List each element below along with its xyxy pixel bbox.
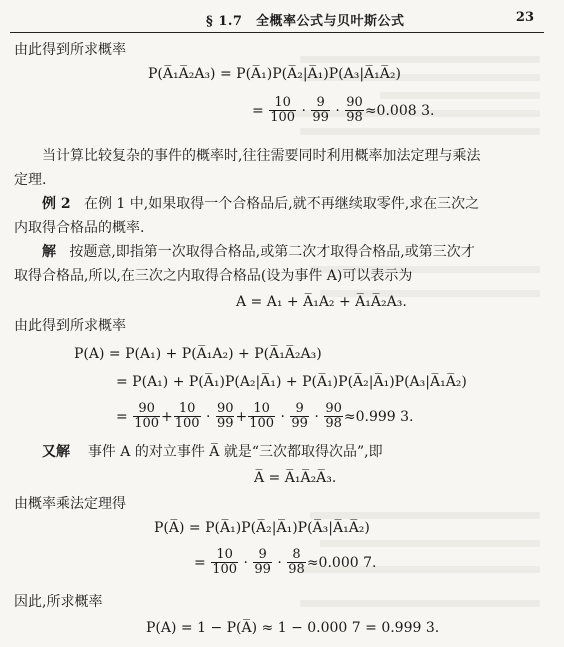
equation-1-line1: P(A̅₁A̅₂A₃) = P(A̅₁)P(A̅₂|A̅₁)P(A₃|A̅₁A̅₂) xyxy=(148,66,401,82)
fraction: $\frac{10}{100}$ xyxy=(249,401,275,431)
section-title: § 1.7 全概率公式与贝叶斯公式 xyxy=(206,14,405,29)
example-2-line1: 例 2 在例 1 中,如果取得一个合格品后,就不再继续取零件,求在三次之 xyxy=(42,196,480,212)
alternative-label: 又解 xyxy=(42,444,70,460)
equation-3-line3: = $\frac{90}{100}$ + $\frac{10}{100}$ · $\frac{90}{99}$ + $\frac{10}{100}$ · $\frac{9}{99}$ · $\frac{90}{98}$ ≈0.999 3. xyxy=(116,401,414,431)
fraction: $\frac{9}{99}$ xyxy=(312,95,329,125)
page-header xyxy=(0,8,564,34)
fraction: $\frac{9}{99}$ xyxy=(254,547,271,577)
paragraph-text: 由概率乘法定理得 xyxy=(14,496,126,512)
fraction: $\frac{90}{100}$ xyxy=(134,401,160,431)
fraction: $\frac{90}{98}$ xyxy=(325,401,342,431)
paragraph-text: 当计算比较复杂的事件的概率时,往往需要同时利用概率加法定理与乘法 xyxy=(42,148,481,164)
equation-1-line2: = $\frac{10}{100}$ · $\frac{9}{99}$ · $\frac{90}{98}$ ≈0.008 3. xyxy=(252,95,435,125)
bleed-through xyxy=(300,600,540,607)
equation-6: P(A) = 1 − P(A̅) ≈ 1 − 0.000 7 = 0.999 3. xyxy=(146,620,440,636)
result-value: ≈0.000 7. xyxy=(306,554,377,571)
equation-5-line2: = $\frac{10}{100}$ · $\frac{9}{99}$ · $\frac{8}{98}$ ≈0.000 7. xyxy=(194,547,377,577)
result-value: ≈0.008 3. xyxy=(364,102,435,119)
fraction: $\frac{10}{100}$ xyxy=(174,401,200,431)
example-label: 例 2 xyxy=(42,196,71,212)
paragraph-text: 因此,所求概率 xyxy=(14,594,103,610)
fraction: $\frac{10}{100}$ xyxy=(270,95,296,125)
example-2-line2: 内取得合格品的概率. xyxy=(14,220,145,236)
fraction: $\frac{90}{98}$ xyxy=(346,95,363,125)
fraction: $\frac{9}{99}$ xyxy=(291,401,308,431)
fraction: $\frac{90}{99}$ xyxy=(216,401,234,431)
alternative-solution-line: 又解 事件 A 的对立事件 A̅ 就是“三次都取得次品”,即 xyxy=(42,444,383,460)
bleed-through xyxy=(300,56,540,63)
solution-label: 解 xyxy=(42,244,56,260)
paragraph-text: 由此得到所求概率 xyxy=(14,318,126,334)
intro-text: 由此得到所求概率 xyxy=(14,42,126,58)
bleed-through xyxy=(300,128,540,135)
equation-3-line1: P(A) = P(A₁) + P(A̅₁A₂) + P(A̅₁A̅₂A₃) xyxy=(74,346,322,362)
fraction: $\frac{10}{100}$ xyxy=(212,547,238,577)
solution-line2: 取得合格品,所以,在三次之内取得合格品(设为事件 A)可以表示为 xyxy=(14,268,413,284)
equation-3-line2: = P(A₁) + P(A̅₁)P(A₂|A̅₁) + P(A̅₁)P(A̅₂|A̅₁)P(A₃|A̅₁A̅₂) xyxy=(116,374,467,390)
equation-4: A̅ = A̅₁A̅₂A̅₃. xyxy=(254,470,337,486)
paragraph-text: 定理. xyxy=(14,172,47,188)
page-number: 23 xyxy=(515,10,534,25)
header-rule xyxy=(10,32,544,33)
equation-2: A = A₁ + A̅₁A₂ + A̅₁A̅₂A₃. xyxy=(236,294,407,310)
bleed-through xyxy=(320,540,540,547)
result-value: ≈0.999 3. xyxy=(343,408,414,425)
fraction: $\frac{8}{98}$ xyxy=(288,547,305,577)
solution-line1: 解 按题意,即指第一次取得合格品,或第二次才取得合格品,或第三次才 xyxy=(42,244,475,260)
equation-5-line1: P(A̅) = P(A̅₁)P(A̅₂|A̅₁)P(A̅₃|A̅₁A̅₂) xyxy=(154,520,370,536)
